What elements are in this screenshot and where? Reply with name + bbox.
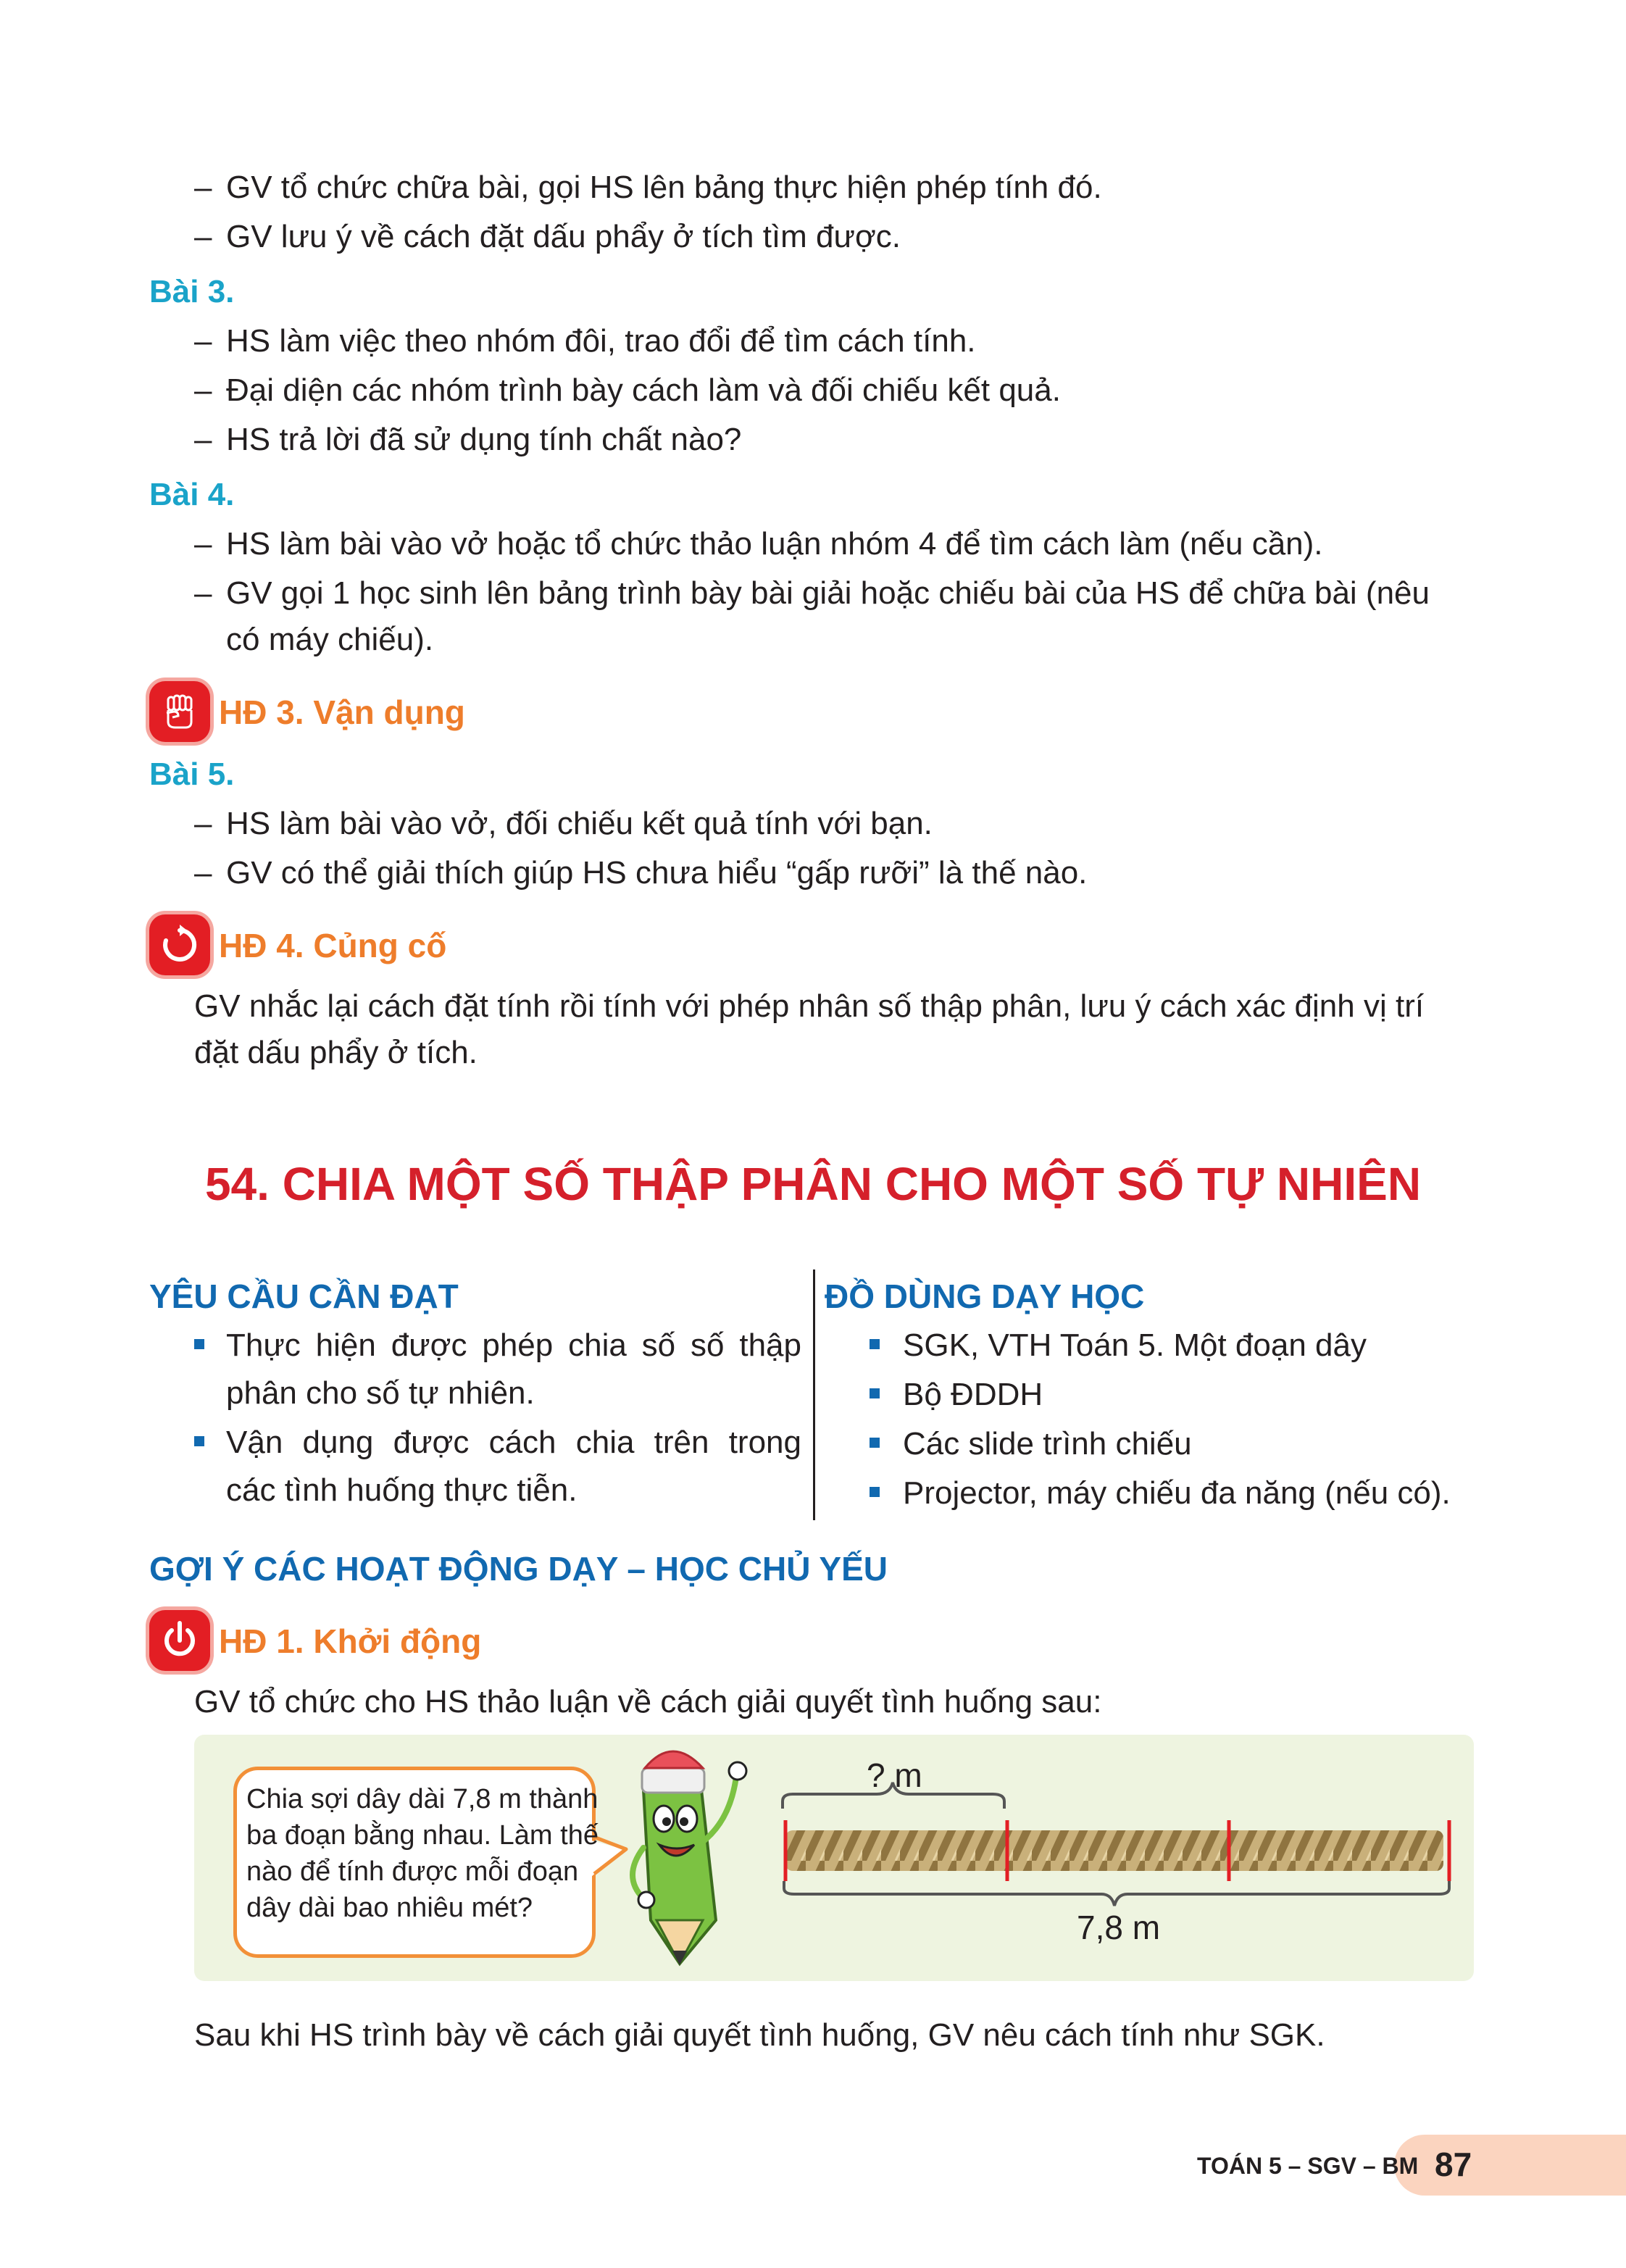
refresh-icon	[149, 914, 210, 975]
exercise-5-label: Bài 5.	[149, 756, 235, 792]
requirement-item: Thực hiện được phép chia số số thập	[226, 1327, 801, 1363]
dash: –	[194, 526, 212, 562]
bullet-square	[870, 1438, 880, 1448]
exercise-3-label: Bài 3.	[149, 274, 235, 309]
text-line: HS làm bài vào vở, đối chiếu kết quả tính với bạn.	[226, 806, 933, 841]
pencil-mascot	[614, 1739, 759, 1971]
total-length-label: 7,8 m	[1077, 1909, 1161, 1946]
text-line: Sau khi HS trình bày về cách giải quyết tình huống, GV nêu cách tính như SGK.	[194, 2017, 1325, 2053]
book-label: TOÁN 5 – SGV – BM	[1197, 2153, 1419, 2179]
text-line: GV tổ chức chữa bài, gọi HS lên bảng thực hiện phép tính đó.	[226, 170, 1102, 205]
dash: –	[194, 806, 212, 841]
requirement-item-cont: các tình huống thực tiễn.	[226, 1472, 578, 1508]
total-brace	[784, 1881, 1449, 1906]
activities-heading: GỢI Ý CÁC HOẠT ĐỘNG DẠY – HỌC CHỦ YẾU	[149, 1550, 888, 1588]
rope	[785, 1830, 1443, 1871]
dash: –	[194, 170, 212, 205]
text-line: GV có thể giải thích giúp HS chưa hiểu “gấp rưỡi” là thế nào.	[226, 855, 1088, 891]
bullet-square	[870, 1487, 880, 1497]
text-line: GV gọi 1 học sinh lên bảng trình bày bài giải hoặc chiếu bài của HS để chữa bài (nêu	[226, 575, 1430, 611]
requirements-heading: YÊU CẦU CẦN ĐẠT	[149, 1277, 459, 1315]
part-length-label: ? m	[867, 1756, 922, 1794]
bullet-square	[870, 1388, 880, 1398]
dash: –	[194, 422, 212, 457]
dash: –	[194, 323, 212, 359]
text-line: GV tổ chức cho HS thảo luận về cách giải quyết tình huống sau:	[194, 1684, 1102, 1719]
speech-bubble-text	[246, 1781, 599, 1926]
bubble-line: Chia sợi dây dài 7,8 m thành	[246, 1784, 599, 1814]
materials-heading: ĐỒ DÙNG DẠY HỌC	[825, 1277, 1145, 1315]
bubble-line: dây dài bao nhiêu mét?	[246, 1893, 533, 1923]
text-line: HS làm việc theo nhóm đôi, trao đổi để tìm cách tính.	[226, 323, 976, 359]
activity-1-title: HĐ 1. Khởi động	[219, 1622, 482, 1660]
requirement-item-cont: phân cho số tự nhiên.	[226, 1375, 535, 1411]
requirement-item: Vận dụng được cách chia trên trong	[226, 1425, 801, 1460]
bubble-line: ba đoạn bằng nhau. Làm thế	[246, 1820, 599, 1851]
activity-3-title: HĐ 3. Vận dụng	[219, 693, 465, 731]
dash: –	[194, 855, 212, 891]
column-divider	[813, 1270, 815, 1520]
text-line: HS làm bài vào vở hoặc tổ chức thảo luận nhóm 4 để tìm cách làm (nếu cần).	[226, 526, 1323, 562]
activity-4-title: HĐ 4. Củng cố	[219, 927, 447, 964]
bubble-line: nào để tính được mỗi đoạn	[246, 1856, 579, 1887]
bullet-square	[870, 1339, 880, 1349]
text-line: GV lưu ý về cách đặt dấu phẩy ở tích tìm được.	[226, 219, 901, 254]
dash: –	[194, 219, 212, 254]
fist-icon	[149, 681, 210, 742]
text-line: Đại diện các nhóm trình bày cách làm và đối chiếu kết quả.	[226, 372, 1061, 408]
text-line: HS trả lời đã sử dụng tính chất nào?	[226, 422, 742, 457]
lesson-title: 54. CHIA MỘT SỐ THẬP PHÂN CHO MỘT SỐ TỰ NHIÊN	[204, 1158, 1422, 1210]
text-line: có máy chiếu).	[226, 622, 434, 657]
power-icon	[149, 1610, 210, 1671]
page-number: 87	[1435, 2146, 1472, 2183]
dash: –	[194, 372, 212, 408]
material-item: Các slide trình chiếu	[903, 1426, 1192, 1462]
bullet-square	[194, 1339, 204, 1349]
text-line: GV nhắc lại cách đặt tính rồi tính với phép nhân số thập phân, lưu ý cách xác định vị trí	[194, 988, 1425, 1024]
exercise-4-label: Bài 4.	[149, 477, 235, 512]
material-item: SGK, VTH Toán 5. Một đoạn dây	[903, 1327, 1367, 1363]
material-item: Bộ ĐDDH	[903, 1377, 1043, 1412]
text-line: đặt dấu phẩy ở tích.	[194, 1035, 478, 1070]
dash: –	[194, 575, 212, 611]
bullet-square	[194, 1436, 204, 1446]
material-item: Projector, máy chiếu đa năng (nếu có).	[903, 1475, 1451, 1511]
page-number-tab	[1394, 2135, 1626, 2196]
